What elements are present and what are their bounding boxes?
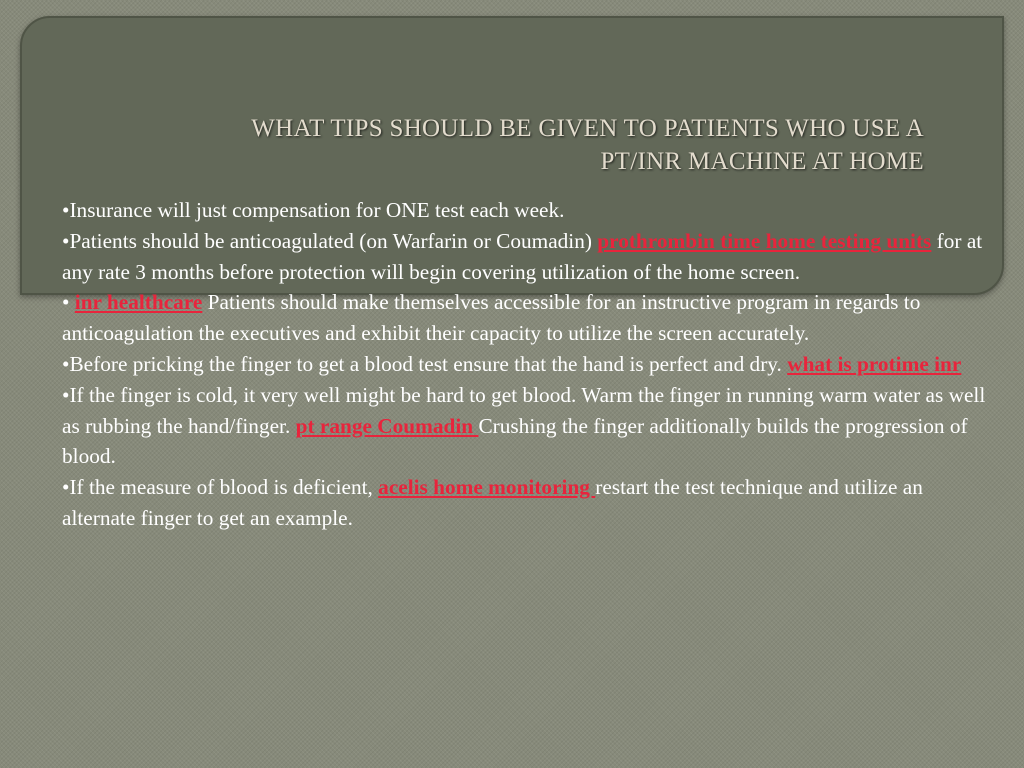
link-acelis-home-monitoring[interactable]: acelis home monitoring [378, 475, 596, 500]
link-prothrombin-time-home-testing-units[interactable]: prothrombin time home testing units [597, 228, 932, 253]
bullet-pricking-finger [62, 349, 992, 380]
bullet-text: •Before pricking the finger to get a blood test ensure that the hand is perfect and dry. [62, 351, 788, 376]
bullet-text: •Patients should be anticoagulated (on Warfarin or Coumadin) [62, 228, 598, 253]
bullet-anticoagulated [62, 226, 992, 288]
bullet-cold-finger [62, 380, 992, 472]
bullet-list [62, 195, 992, 534]
slide-title-line-1: WHAT TIPS SHOULD BE GIVEN TO PATIENTS WHO USE A [251, 115, 924, 142]
bullet-text: for at any rate 3 months before protection will begin covering utilization of the home screen. [62, 228, 983, 284]
bullet-text: •Insurance will just compensation for ONE test each week. [62, 198, 565, 222]
bullet-text: •If the measure of blood is deficient, [62, 475, 379, 500]
bullet-instructive-program [62, 287, 992, 349]
slide-title [104, 112, 924, 178]
slide-title-line-2: PT/INR MACHINE AT HOME [600, 148, 924, 175]
bullet-insurance [62, 195, 992, 226]
bullet-blood-deficient [62, 472, 992, 534]
bullet-text: • [62, 290, 75, 315]
link-what-is-protime-inr[interactable]: what is protime inr [787, 351, 962, 376]
bullet-text: Patients should make themselves accessible for an instructive program in regards to anticoagulation the executives and exhibit their capacity to utilize the screen accurately. [62, 290, 921, 346]
bullet-text: Crushing the finger additionally builds the progression of blood. [62, 413, 968, 469]
bullet-text: restart the test technique and utilize an alternate finger to get an example. [62, 475, 923, 530]
link-pt-range-coumadin[interactable]: pt range Coumadin [295, 413, 479, 438]
link-inr-healthcare[interactable]: inr healthcare [74, 290, 203, 315]
bullet-text: •If the finger is cold, it very well might be hard to get blood. Warm the finger in running warm water as well as rubbing the hand/finger. [62, 382, 986, 438]
